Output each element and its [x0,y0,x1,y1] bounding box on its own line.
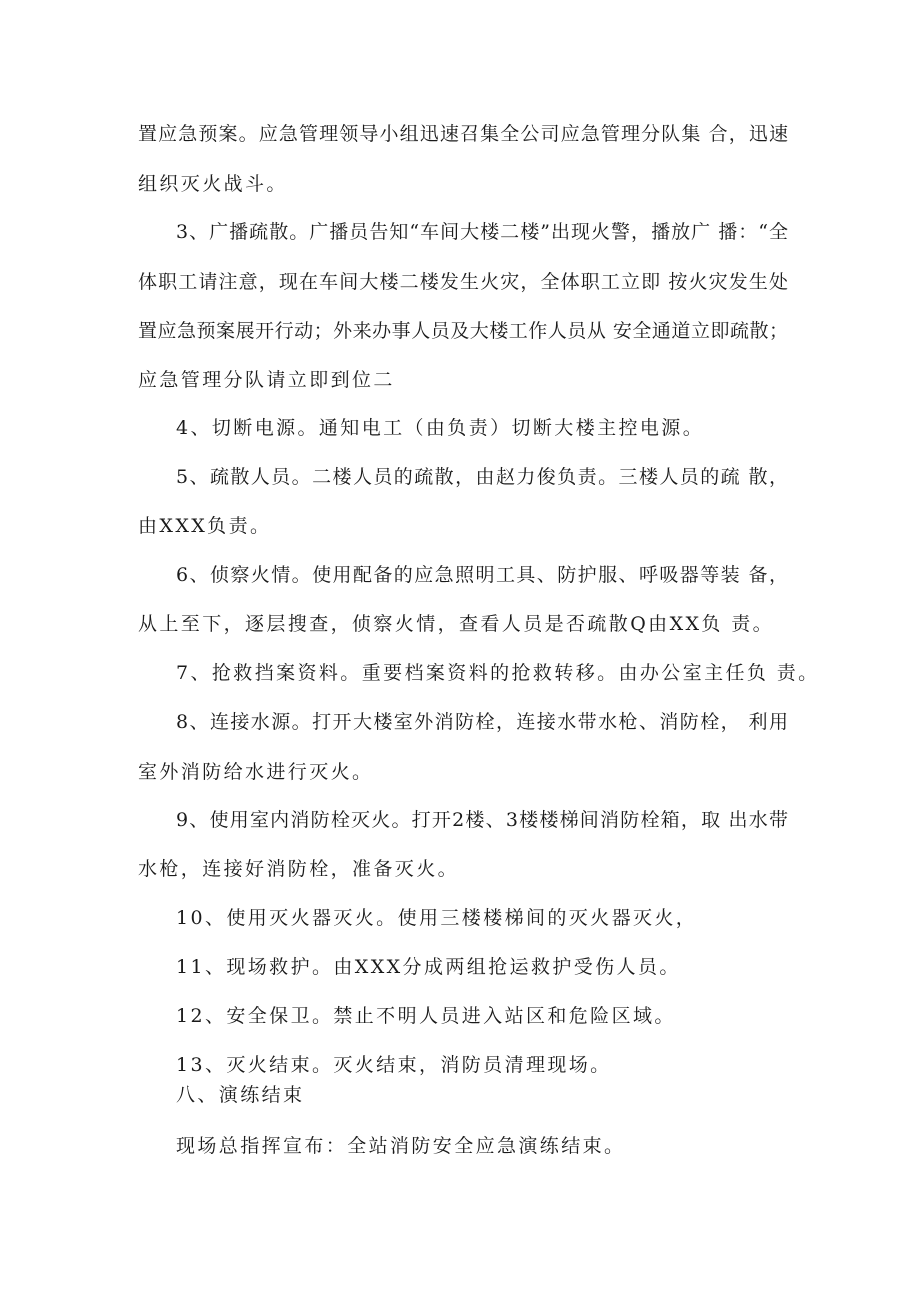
text-line: 水枪，连接好消防栓，准备灭火。 [138,858,460,880]
text-line: 12、安全保卫。禁止不明人员进入站区和危险区域。 [176,1005,676,1027]
text-line: 10、使用灭火器灭火。使用三楼楼梯间的灭火器灭火， [176,907,698,929]
text-line: 置应急预案。应急管理领导小组迅速召集全公司应急管理分队集 合，迅速 [138,123,788,145]
text-line: 4、切断电源。通知电工（由负责）切断大楼主控电源。 [176,417,705,439]
text-line: 体职工请注意，现在车间大楼二楼发生火灾，全体职工立即 按火灾发生处 [138,271,788,293]
text-line: 11、现场救护。由XXX分成两组抢运救护受伤人员。 [176,956,681,978]
text-line: 由XXX负责。 [138,515,272,537]
text-line: 5、疏散人员。二楼人员的疏散，由赵力俊负责。三楼人员的疏 散， [176,466,788,488]
text-line: 组织灭火战斗。 [138,173,288,195]
text-line: 从上至下，逐层搜查，侦察火情，查看人员是否疏散Q由XX负 责。 [138,613,775,635]
text-line: 室外消防给水进行灭火。 [138,761,374,783]
text-line: 置应急预案展开行动；外来办事人员及大楼工作人员从 安全通道立即疏散； [138,320,788,342]
text-line: 现场总指挥宣布：全站消防安全应急演练结束。 [176,1135,626,1157]
text-line: 3、广播疏散。广播员告知“车间大楼二楼”出现火警，播放广 播：“全 [176,221,788,243]
text-line: 7、抢救挡案资料。重要档案资料的抢救转移。由办公室主任负 责。 [176,662,820,684]
text-line: 13、灭火结束。灭火结束，消防员清理现场。 [176,1054,612,1076]
text-line: 应急管理分队请立即到位二 [138,369,395,391]
text-line: 8、连接水源。打开大楼室外消防栓，连接水带水枪、消防栓， 利用 [176,711,788,733]
text-line: 6、侦察火情。使用配备的应急照明工具、防护服、呼吸器等装 备， [176,564,788,586]
text-line: 9、使用室内消防栓灭火。打开2楼、3楼楼梯间消防栓箱，取 出水带 [176,809,788,831]
section-heading: 八、演练结束 [176,1084,305,1106]
